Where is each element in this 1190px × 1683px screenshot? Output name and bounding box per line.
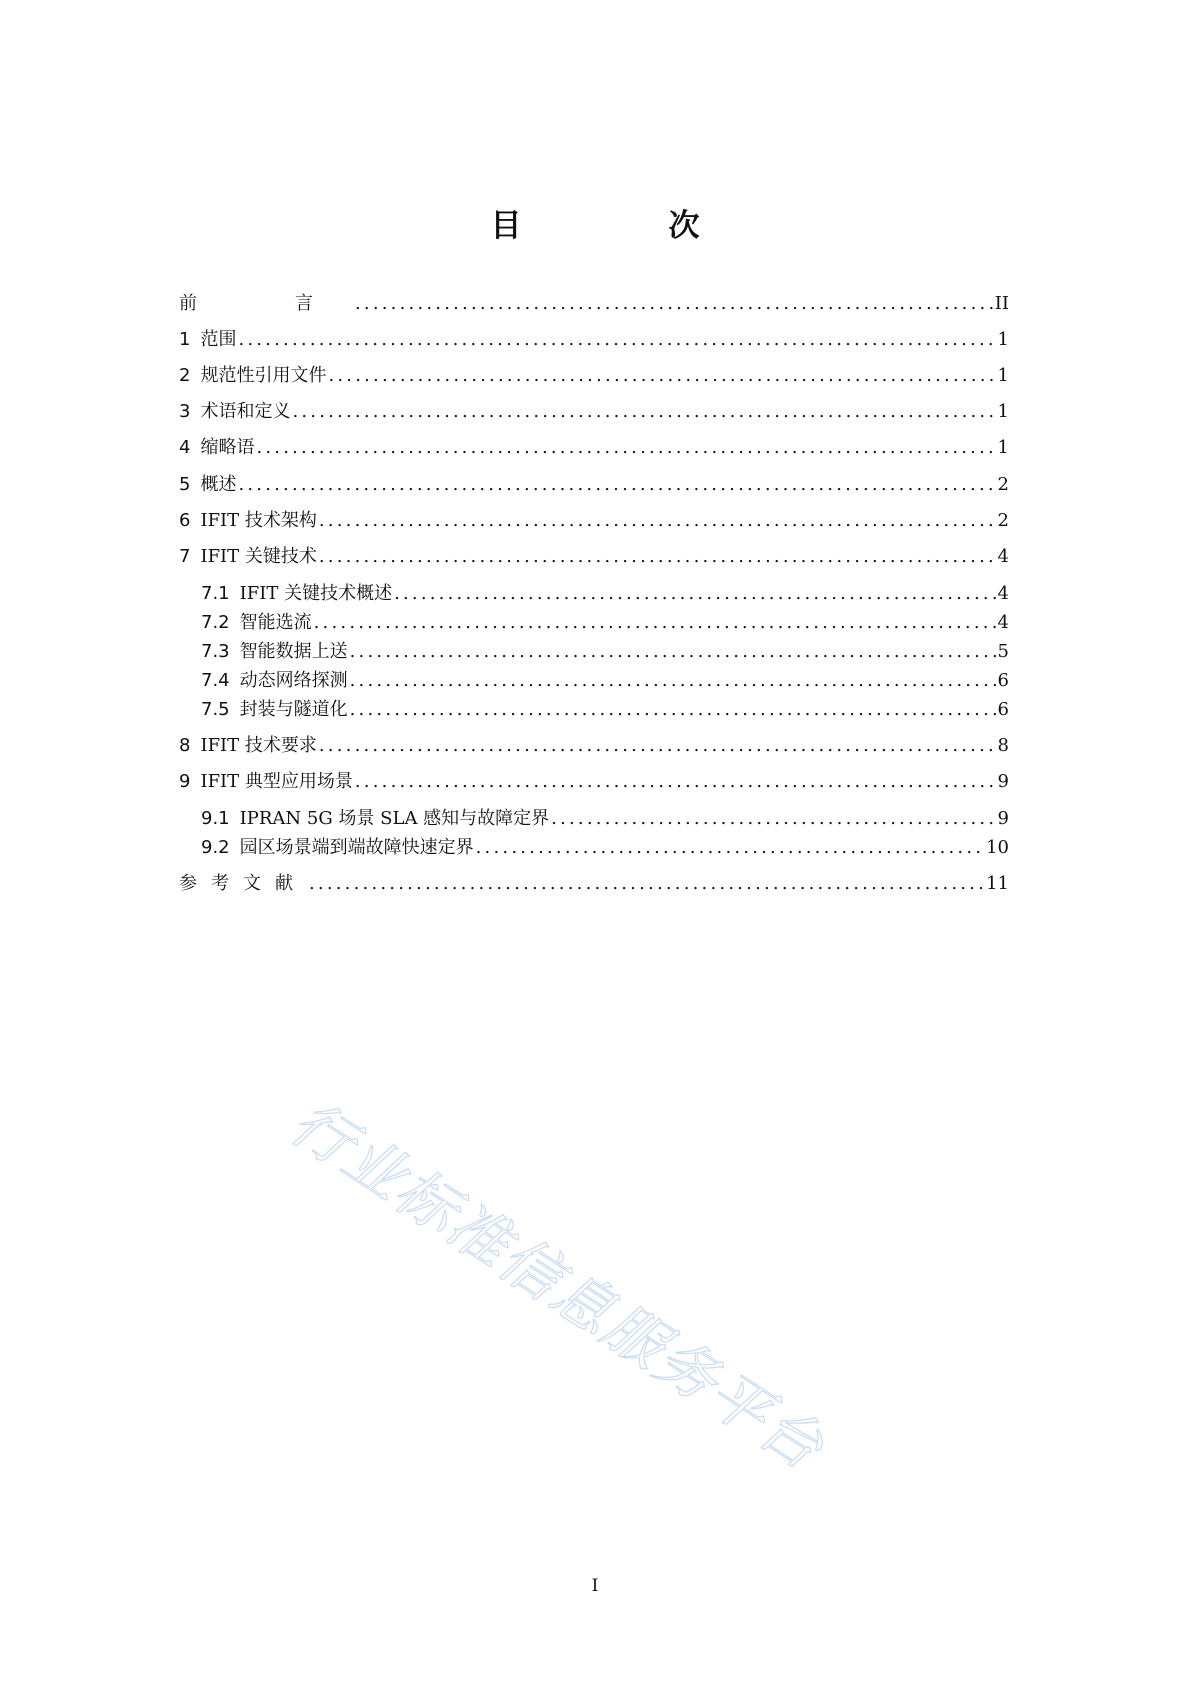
toc-entry-7-2[interactable]	[201, 609, 1009, 637]
toc-leader-dots	[319, 507, 996, 535]
toc-entry-3[interactable]	[179, 398, 1009, 426]
toc-entry-title: 缩略语	[200, 437, 255, 458]
toc-entry-title: 智能选流	[239, 612, 312, 633]
toc-entry-page: 8	[997, 735, 1009, 756]
toc-entry-references[interactable]	[179, 870, 1009, 898]
toc-entry-7-3[interactable]	[201, 638, 1009, 666]
toc-leader-dots	[350, 667, 996, 695]
toc-entry-title: IFIT 关键技术	[200, 546, 317, 567]
toc-entry-number: 9.2	[201, 837, 230, 858]
toc-leader-dots	[328, 362, 995, 390]
toc-leader-dots	[309, 870, 984, 898]
toc-entry-8[interactable]	[179, 732, 1009, 760]
toc-entry-page: 6	[997, 670, 1009, 691]
toc-entry-4[interactable]	[179, 434, 1009, 462]
toc-entry-number: 9.1	[201, 808, 230, 829]
watermark-text: 行业标准信息服务平台	[278, 1087, 837, 1485]
toc-entry-title: IFIT 关键技术概述	[239, 583, 393, 604]
toc-entry-title: IFIT 典型应用场景	[200, 771, 353, 792]
toc-entry-title: 动态网络探测	[239, 670, 348, 691]
toc-entry-page: 1	[997, 365, 1009, 386]
toc-entry-title: 术语和定义	[200, 401, 291, 422]
toc-entry-page: II	[994, 293, 1009, 314]
toc-leader-dots	[238, 471, 995, 499]
toc-entry-5[interactable]	[179, 471, 1009, 499]
toc-entry-title: 概述	[200, 474, 237, 495]
toc-entry-number: 6	[179, 510, 191, 531]
toc-leader-dots	[319, 543, 996, 571]
toc-entry-title: 前 言	[179, 293, 353, 314]
toc-entry-7[interactable]	[179, 543, 1009, 571]
toc-entry-page: 4	[997, 546, 1009, 567]
toc-entry-number: 2	[179, 365, 191, 386]
toc-entry-6[interactable]	[179, 507, 1009, 535]
toc-leader-dots	[292, 398, 995, 426]
toc-entry-page: 6	[997, 699, 1009, 720]
toc-entry-2[interactable]	[179, 362, 1009, 390]
toc-leader-dots	[355, 290, 993, 318]
toc-entry-title: 封装与隧道化	[239, 699, 348, 720]
toc-entry-number: 7.4	[201, 670, 230, 691]
toc-entry-number: 7.3	[201, 641, 230, 662]
toc-entry-number: 7.5	[201, 699, 230, 720]
toc-entry-7-4[interactable]	[201, 667, 1009, 695]
toc-leader-dots	[350, 696, 996, 724]
toc-entry-page: 1	[997, 401, 1009, 422]
toc-entry-number: 7	[179, 546, 191, 567]
toc-entry-page: 10	[986, 837, 1009, 858]
toc-entry-page: 1	[997, 437, 1009, 458]
toc-entry-9-1[interactable]	[201, 805, 1009, 833]
toc-entry-page: 2	[997, 474, 1009, 495]
toc-entry-number: 8	[179, 735, 191, 756]
toc-entry-7-5[interactable]	[201, 696, 1009, 724]
toc-entry-number: 9	[179, 771, 191, 792]
toc-entry-7-1[interactable]	[201, 580, 1009, 608]
toc-entry-title: 智能数据上送	[239, 641, 348, 662]
toc-entry-number: 7.1	[201, 583, 230, 604]
toc-entry-number: 1	[179, 329, 191, 350]
toc-leader-dots	[314, 609, 996, 637]
toc-leader-dots	[476, 834, 984, 862]
toc-entry-9-2[interactable]	[201, 834, 1009, 862]
toc-entry-page: 4	[997, 612, 1009, 633]
toc-entry-foreword[interactable]	[179, 290, 1009, 318]
toc-entry-number: 5	[179, 474, 191, 495]
toc-entry-title: IPRAN 5G 场景 SLA 感知与故障定界	[239, 808, 550, 829]
toc-entry-page: 4	[997, 583, 1009, 604]
toc-entry-title: IFIT 技术要求	[200, 735, 317, 756]
toc-entry-title: 园区场景端到端故障快速定界	[239, 837, 474, 858]
toc-entry-number: 4	[179, 437, 191, 458]
toc-leader-dots	[319, 732, 996, 760]
toc-entry-title: 参考文献	[179, 873, 307, 894]
toc-entry-9[interactable]	[179, 768, 1009, 796]
toc-entry-title: 范围	[200, 329, 237, 350]
toc-entry-page: 2	[997, 510, 1009, 531]
toc-entry-1[interactable]	[179, 326, 1009, 354]
page-number: I	[591, 1576, 599, 1596]
toc-leader-dots	[238, 326, 995, 354]
toc-leader-dots	[350, 638, 996, 666]
toc-entry-page: 9	[997, 808, 1009, 829]
toc-leader-dots	[551, 805, 995, 833]
toc-entry-page: 1	[997, 329, 1009, 350]
toc-leader-dots	[355, 768, 996, 796]
toc-entry-number: 7.2	[201, 612, 230, 633]
toc-entry-page: 5	[997, 641, 1009, 662]
toc-leader-dots	[394, 580, 995, 608]
toc-leader-dots	[256, 434, 995, 462]
toc-entry-page: 11	[986, 873, 1009, 894]
toc-entry-title: IFIT 技术架构	[200, 510, 317, 531]
toc-entry-number: 3	[179, 401, 191, 422]
toc-entry-title: 规范性引用文件	[200, 365, 327, 386]
toc-entry-page: 9	[997, 771, 1009, 792]
page-title: 目 次	[490, 208, 758, 244]
